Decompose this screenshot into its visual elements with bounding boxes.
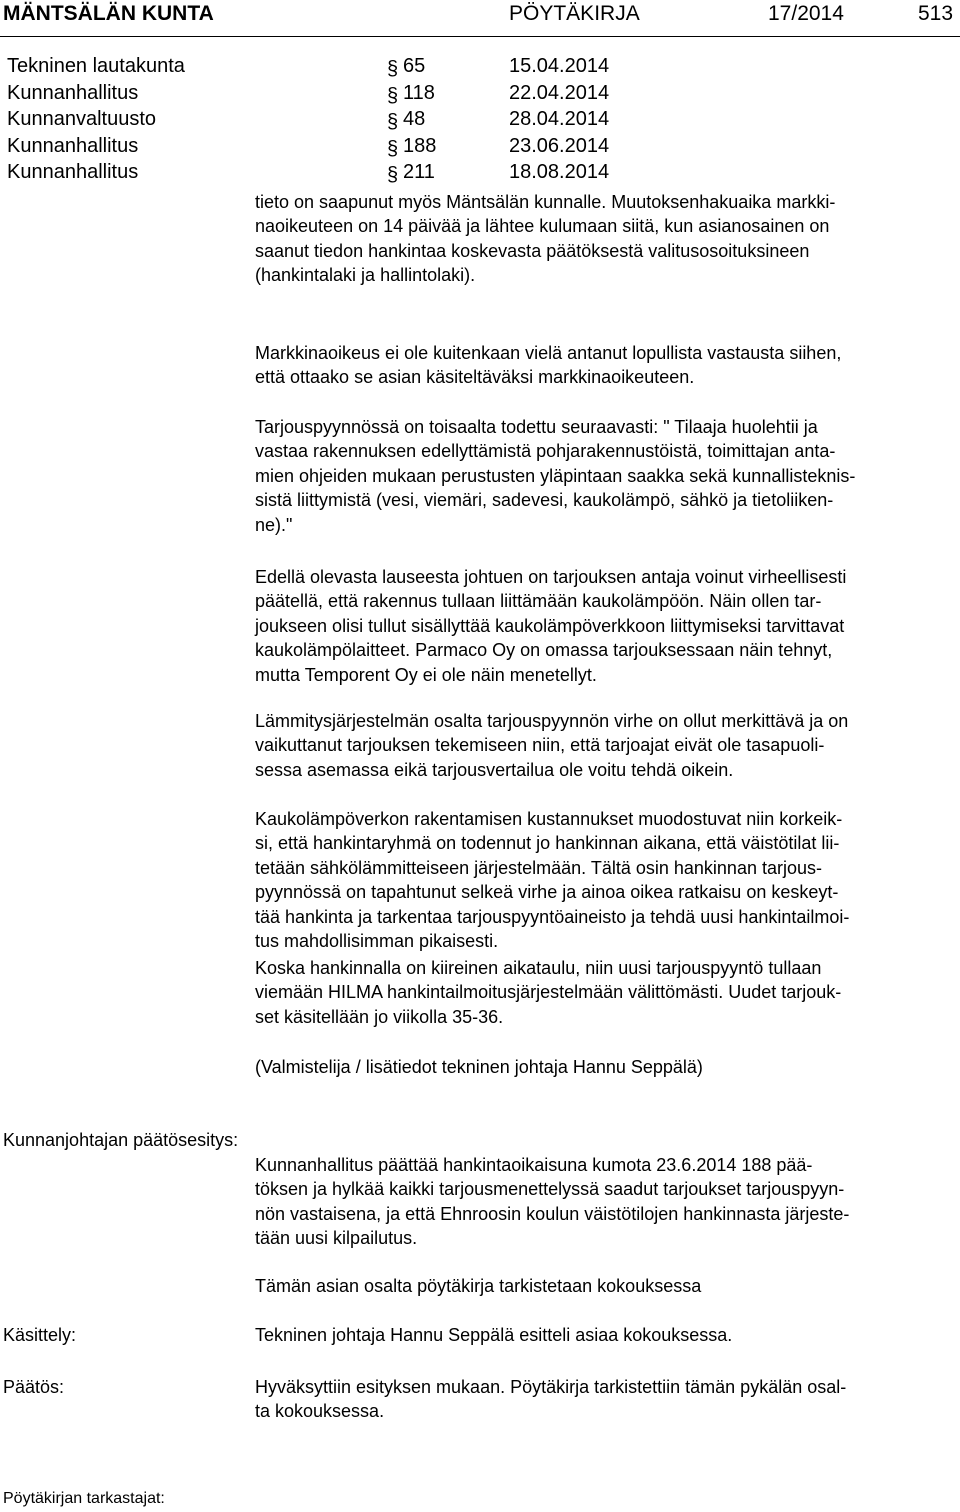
reference-date: 22.04.2014 [509, 81, 610, 104]
reference-row [0, 135, 700, 161]
paragraph-line: viemään HILMA hankintailmoitusjärjestelmään välittömästi. Uudet tarjouk- [255, 982, 842, 1003]
reference-date: 15.04.2014 [509, 55, 610, 77]
paragraph-line: si, että hankintaryhmä on todennut jo hankinnan aikana, että väistötilat lii- [255, 833, 840, 854]
paragraph-line: mien ohjeiden mukaan perustusten yläpintaan saakka sekä kunnallisteknis- [255, 465, 856, 486]
body-paragraph [255, 1055, 955, 1079]
decision-line: ta kokouksessa. [255, 1401, 385, 1422]
body-paragraph [255, 709, 955, 782]
paragraph-line: set käsitellään jo viikolla 35-36. [255, 1006, 504, 1027]
paragraph-line: Edellä olevasta lauseesta johtuen on tarjouksen antaja voinut virheellisesti [255, 567, 847, 587]
reference-section: 65 [403, 55, 426, 77]
reviewers-label: Pöytäkirjan tarkastajat: [3, 1490, 165, 1507]
paragraph-line: Tarjouspyynnössä on toisaalta todettu seuraavasti: " Tilaaja huolehtii ja [255, 417, 818, 437]
section-sign-icon [385, 164, 401, 184]
body-paragraph [255, 415, 955, 537]
reference-section: 188 [403, 134, 437, 157]
review-note-text: Tämän asian osalta pöytäkirja tarkistetaan kokouksessa [255, 1276, 702, 1296]
proposal-label: Kunnanjohtajan päätösesitys: [3, 1130, 239, 1150]
reference-body: Tekninen lautakunta [7, 55, 185, 77]
paragraph-line: Lämmitysjärjestelmän osalta tarjouspyynnön virhe on ollut merkittävä ja on [255, 711, 849, 731]
organization-name: MÄNTSÄLÄN KUNTA [3, 2, 214, 25]
document-type: PÖYTÄKIRJA [509, 2, 640, 25]
handling-text [255, 1323, 955, 1347]
review-note [255, 1274, 955, 1298]
body-paragraph [255, 341, 955, 390]
svg-text:§: § [387, 111, 399, 131]
body-paragraph [255, 190, 955, 288]
paragraph-line: saanut tiedon hankintaa koskevasta päätöksestä valitusosoituksineen [255, 240, 810, 261]
paragraph-line: tus mahdollisimman pikaisesti. [255, 930, 499, 951]
reference-date: 23.06.2014 [509, 134, 610, 157]
paragraph-line: tää hankinta ja tarkentaa tarjouspyyntöaineisto ja tehdä uusi hankintailmoi- [255, 906, 850, 927]
document-header [0, 0, 960, 30]
paragraph-line: ne)." [255, 514, 293, 535]
svg-text:§: § [387, 58, 399, 78]
decision-text [255, 1375, 955, 1424]
header-divider [0, 36, 960, 37]
section-sign-icon [385, 85, 401, 105]
paragraph-line: tieto on saapunut myös Mäntsälän kunnalle. Muutoksenhakuaika markki- [255, 192, 836, 212]
decision-label: Päätös: [3, 1377, 65, 1397]
reference-row [0, 161, 700, 187]
svg-text:§: § [387, 84, 399, 105]
proposal-line: töksen ja hylkää kaikki tarjousmenettelyssä saadut tarjoukset tarjouspyyn- [255, 1179, 845, 1200]
decision-line: Hyväksyttiin esityksen mukaan. Pöytäkirja tarkistettiin tämän pykälän osal- [255, 1377, 847, 1397]
paragraph-line: (hankintalaki ja hallintolaki). [255, 265, 476, 286]
reference-body: Kunnanhallitus [7, 161, 139, 183]
paragraph-line: naoikeuteen on 14 päivää ja lähtee kulumaan siitä, kun asianosainen on [255, 216, 830, 237]
reference-body: Kunnanvaltuusto [7, 108, 157, 130]
paragraph-line: Koska hankinnalla on kiireinen aikataulu, niin uusi tarjouspyyntö tullaan [255, 958, 822, 978]
paragraph-line: että ottaako se asian käsiteltäväksi markkinaoikeuteen. [255, 367, 695, 388]
proposal-line: tään uusi kilpailutus. [255, 1228, 418, 1249]
reference-body: Kunnanhallitus [7, 81, 139, 104]
svg-text:§: § [387, 164, 399, 184]
reference-row [0, 82, 700, 108]
reference-row [0, 108, 700, 134]
proposal-line: Kunnanhallitus päättää hankintaoikaisuna kumota 23.6.2014 188 pää- [255, 1155, 813, 1175]
paragraph-line: Kaukolämpöverkon rakentamisen kustannukset muodostuvat niin korkeik- [255, 809, 843, 829]
paragraph-line: mutta Temporent Oy ei ole näin menetellyt. [255, 664, 597, 685]
reference-date: 18.08.2014 [509, 161, 610, 183]
paragraph-line: joukseen olisi tullut sisällyttää kaukolämpöverkkoon liittymiseksi tarvittavat [255, 615, 845, 636]
reference-section: 211 [403, 161, 435, 183]
paragraph-line: päätellä, että rakennus tullaan liittämään kaukolämpöön. Näin ollen tar- [255, 591, 822, 612]
section-sign-icon [385, 111, 401, 131]
reference-date: 28.04.2014 [509, 108, 610, 130]
paragraph-line: sistä liittymistä (vesi, viemäri, sadevesi, kaukolämpö, sähkö ja tietoliiken- [255, 490, 834, 511]
reference-body: Kunnanhallitus [7, 134, 139, 157]
page-number: 513 [918, 2, 954, 25]
body-paragraph [255, 956, 955, 1029]
paragraph-line: sessa asemassa eikä tarjousvertailua ole voitu tehdä oikein. [255, 759, 734, 780]
paragraph-line: tetään sähkölämmitteiseen järjestelmään. Tältä osin hankinnan tarjous- [255, 857, 822, 878]
paragraph-line: Markkinaoikeus ei ole kuitenkaan vielä antanut lopullista vastausta siihen, [255, 343, 842, 363]
paragraph-line: pyynnössä on tapahtunut selkeä virhe ja ainoa oikea ratkaisu on keskeyt- [255, 882, 839, 903]
reference-section: 48 [403, 108, 426, 130]
paragraph-line: kaukolämpölaitteet. Parmaco Oy on omassa tarjouksessaan näin tehnyt, [255, 640, 833, 661]
paragraph-line: (Valmistelija / lisätiedot tekninen johtaja Hannu Seppälä) [255, 1057, 703, 1077]
reference-section: 118 [403, 81, 435, 104]
section-sign-icon [385, 58, 401, 78]
minutes-number: 17/2014 [768, 2, 844, 25]
handling-label: Käsittely: [3, 1325, 77, 1345]
proposal-line: nön vastaisena, ja että Ehnroosin koulun väistötilojen hankinnasta järjeste- [255, 1203, 850, 1224]
paragraph-line: vastaa rakennuksen edellyttämistä pohjarakennustöistä, toimittajan anta- [255, 441, 836, 462]
body-paragraph [255, 807, 955, 953]
section-sign-icon [385, 138, 401, 158]
proposal-text [255, 1153, 955, 1251]
svg-text:§: § [387, 137, 399, 158]
body-paragraph [255, 565, 955, 687]
paragraph-line: vaikuttanut tarjouksen tekemiseen niin, että tarjoajat eivät ole tasapuoli- [255, 735, 825, 756]
reference-row [0, 55, 700, 81]
handling-line: Tekninen johtaja Hannu Seppälä esitteli asiaa kokouksessa. [255, 1325, 733, 1345]
